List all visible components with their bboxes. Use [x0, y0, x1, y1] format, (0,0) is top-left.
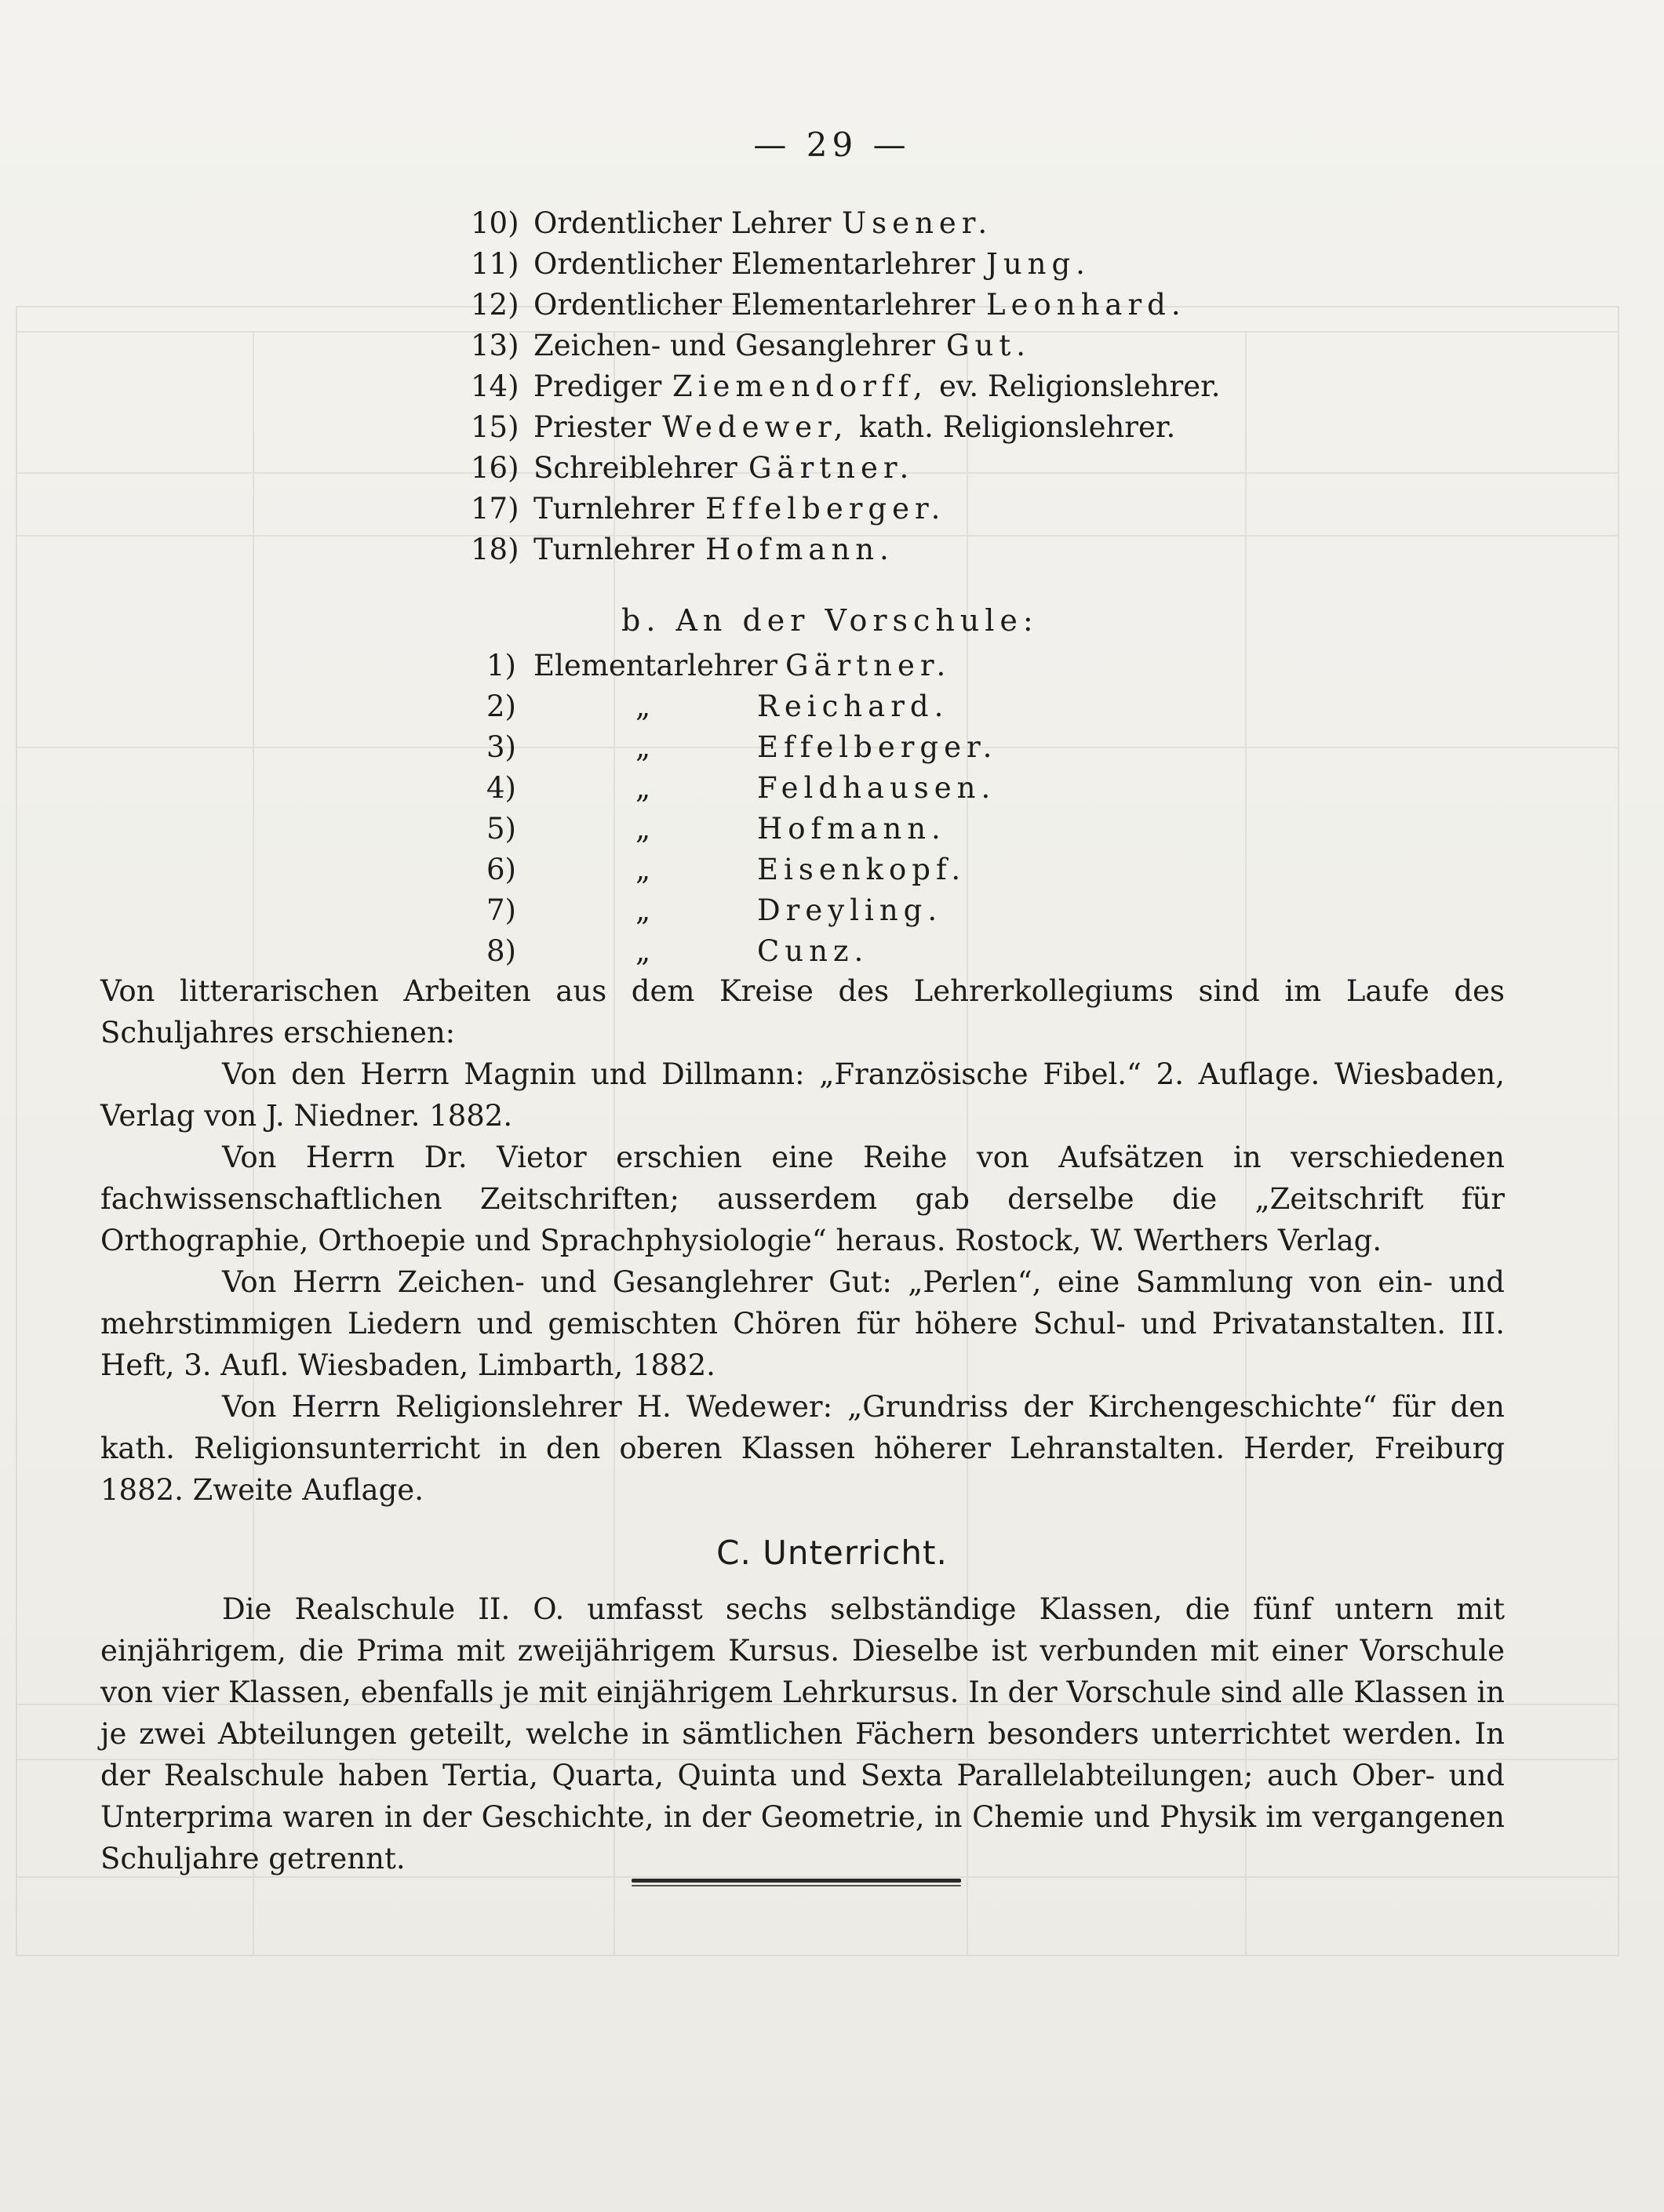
- item-number: 3): [486, 730, 516, 764]
- item-title: Ordentlicher Elementarlehrer: [533, 247, 975, 281]
- item-name: Jung.: [986, 247, 1091, 281]
- item-number: 17): [471, 492, 519, 526]
- closing-rule: [632, 1879, 961, 1883]
- list-item: [471, 893, 943, 929]
- item-name: Wedewer,: [662, 410, 849, 444]
- list-item: [471, 811, 946, 847]
- item-number: 8): [486, 934, 516, 968]
- section-c-heading: C. Unterricht.: [716, 1533, 948, 1572]
- item-number: 4): [486, 771, 516, 805]
- list-item: [471, 933, 869, 970]
- vorschule-heading: b. An der Vorschule:: [621, 603, 1039, 638]
- item-name: Dreyling.: [757, 893, 943, 927]
- item-suffix: kath. Religionslehrer.: [859, 410, 1176, 444]
- item-name: Gärtner.: [748, 451, 915, 485]
- page-number: — 29 —: [753, 126, 911, 164]
- list-item: [471, 450, 915, 486]
- item-number: 1): [486, 649, 516, 682]
- item-title: Priester: [533, 410, 651, 444]
- item-title: „: [635, 730, 651, 764]
- closing-rule-thin: [632, 1885, 961, 1886]
- item-title: „: [635, 689, 651, 723]
- item-title: Turnlehrer: [533, 533, 694, 566]
- item-title: Turnlehrer: [533, 492, 694, 526]
- list-item: [471, 532, 894, 568]
- literary-intro: Von litterarischen Arbeiten aus dem Kreise des Lehrerkollegiums sind im Laufe des Schuljahres erschienen:: [100, 974, 1505, 1050]
- item-name: Ziemendorff,: [672, 369, 928, 403]
- item-name: Effelberger.: [705, 492, 946, 526]
- literary-work-item: Von Herrn Zeichen- und Gesanglehrer Gut: „Perlen“, eine Sammlung von ein- und mehrstimmigen Liedern und gemischten Chören für höhere Schul- und Privatanstalten. III. Heft, 3. Aufl. Wiesbaden, Limbarth, 1882.: [100, 1265, 1505, 1382]
- item-title: Prediger: [533, 369, 662, 403]
- list-item: [471, 409, 1176, 446]
- literary-work-item: Von Herrn Dr. Vietor erschien eine Reihe von Aufsätzen in verschiedenen fachwissenschaftlichen Zeitschriften; ausserdem gab derselbe die „Zeitschrift für Orthographie, Orthoepie und Sprachphysiologie“ heraus. Rostock, W. Werthers Verlag.: [100, 1141, 1505, 1257]
- item-number: 2): [486, 689, 516, 723]
- item-number: 12): [471, 288, 519, 322]
- item-number: 7): [486, 893, 516, 927]
- list-item: [471, 852, 967, 888]
- item-name: Gut.: [946, 329, 1032, 362]
- item-title: Ordentlicher Lehrer: [533, 206, 832, 240]
- item-number: 18): [471, 533, 519, 566]
- item-name: Usener.: [842, 206, 993, 240]
- item-number: 11): [471, 247, 519, 281]
- item-title: Schreiblehrer: [533, 451, 737, 485]
- list-item: [471, 689, 949, 725]
- item-title: Zeichen- und Gesanglehrer: [533, 329, 935, 362]
- item-name: Feldhausen.: [757, 771, 996, 805]
- item-name: Cunz.: [757, 934, 869, 968]
- list-item: [471, 729, 998, 766]
- item-title: „: [635, 934, 651, 968]
- list-item: [471, 206, 993, 242]
- item-name: Gärtner.: [785, 649, 952, 682]
- literary-works-section: [100, 970, 1505, 1511]
- list-item: [471, 369, 1221, 405]
- item-number: 13): [471, 329, 519, 362]
- list-item: [471, 246, 1091, 282]
- item-number: 15): [471, 410, 519, 444]
- item-suffix: ev. Religionslehrer.: [939, 369, 1221, 403]
- item-title: Elementarlehrer: [533, 649, 777, 682]
- item-number: 10): [471, 206, 519, 240]
- item-title: „: [635, 893, 651, 927]
- item-name: Leonhard.: [986, 288, 1186, 322]
- item-number: 16): [471, 451, 519, 485]
- item-name: Hofmann.: [705, 533, 894, 566]
- item-name: Eisenkopf.: [757, 853, 967, 886]
- item-number: 14): [471, 369, 519, 403]
- item-number: 6): [486, 853, 516, 886]
- list-item: [471, 648, 952, 684]
- item-name: Hofmann.: [757, 812, 946, 846]
- item-number: 5): [486, 812, 516, 846]
- item-name: Effelberger.: [757, 730, 998, 764]
- list-item: [471, 491, 946, 527]
- literary-work-item: Von Herrn Religionslehrer H. Wedewer: „Grundriss der Kirchengeschichte“ für den kath. Religionsunterricht in den oberen Klassen höherer Lehranstalten. Herder, Freiburg 1882. Zweite Auflage.: [100, 1390, 1505, 1507]
- list-item: [471, 328, 1032, 364]
- item-title: Ordentlicher Elementarlehrer: [533, 288, 975, 322]
- section-c-body: [100, 1588, 1505, 1879]
- literary-work-item: Von den Herrn Magnin und Dillmann: „Französische Fibel.“ 2. Auflage. Wiesbaden, Verlag von J. Niedner. 1882.: [100, 1057, 1505, 1133]
- item-title: „: [635, 812, 651, 846]
- list-item: [471, 770, 996, 806]
- item-title: „: [635, 853, 651, 886]
- list-item: [471, 287, 1186, 323]
- item-title: „: [635, 771, 651, 805]
- section-c-paragraph: Die Realschule II. O. umfasst sechs selbständige Klassen, die fünf untern mit einjährigem, die Prima mit zweijährigem Kursus. Dieselbe ist verbunden mit einer Vorschule von vier Klassen, ebenfalls je mit einjährigem Lehrkursus. In der Vorschule sind alle Klassen in je zwei Abteilungen geteilt, welche in sämtlichen Fächern besonders unterrichtet werden. In der Realschule haben Tertia, Quarta, Quinta und Sexta Parallelabteilungen; auch Ober- und Unterprima waren in der Geschichte, in der Geometrie, in Chemie und Physik im vergangenen Schuljahre getrennt.: [100, 1592, 1505, 1875]
- item-name: Reichard.: [757, 689, 949, 723]
